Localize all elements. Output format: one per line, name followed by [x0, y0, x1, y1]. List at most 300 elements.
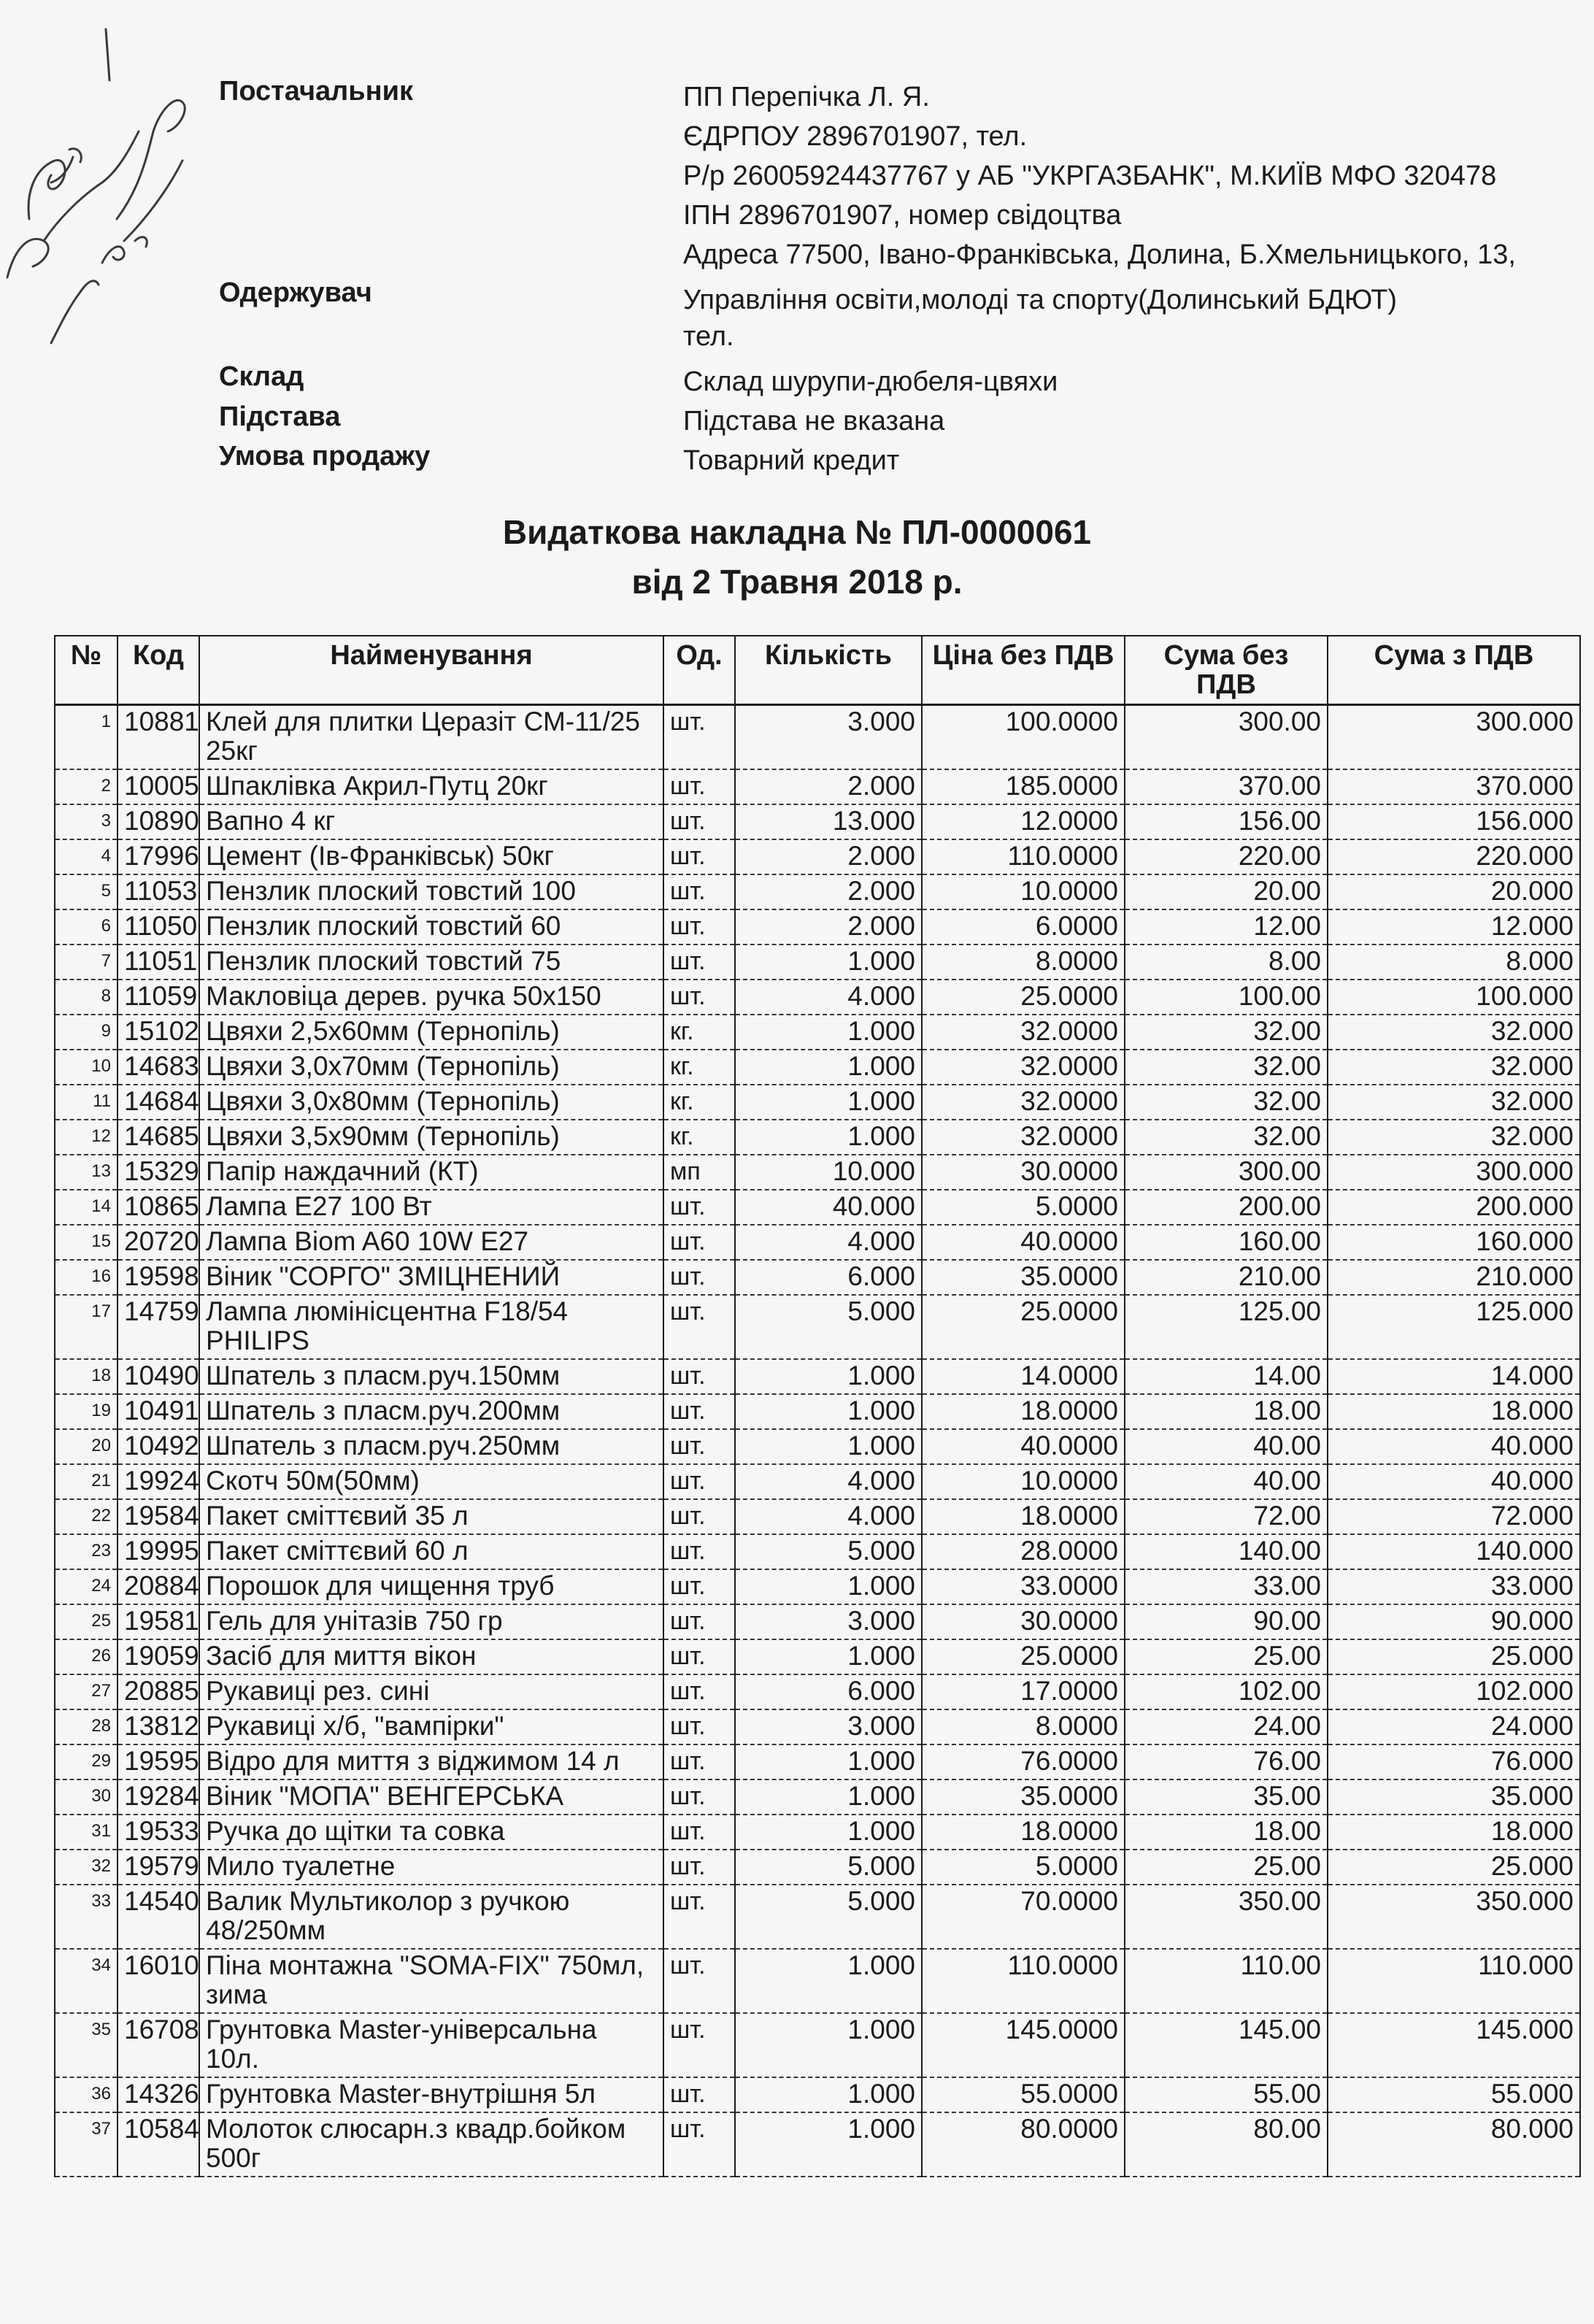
row-price: 76.0000 [922, 1744, 1125, 1779]
row-sum-vat: 32.000 [1328, 1050, 1580, 1085]
row-name: Порошок для чищення труб [199, 1569, 663, 1604]
row-sum-vat: 24.000 [1328, 1709, 1580, 1744]
row-price: 8.0000 [922, 944, 1125, 980]
row-number: 10 [55, 1050, 118, 1085]
row-name: Лампа Е27 100 Вт [199, 1190, 663, 1225]
row-number: 24 [55, 1569, 118, 1604]
row-quantity: 1.000 [735, 2112, 922, 2177]
row-price: 40.0000 [922, 1429, 1125, 1464]
row-unit: шт. [663, 909, 735, 944]
row-name: Віник "МОПА" ВЕНГЕРСЬКА [199, 1779, 663, 1815]
row-sum-vat: 14.000 [1328, 1359, 1580, 1394]
row-unit: шт. [663, 1604, 735, 1639]
table-row [55, 2112, 1580, 2177]
row-unit: кг. [663, 1015, 735, 1050]
table-row [55, 1295, 1580, 1359]
row-name: Шпатель з пласм.руч.200мм [199, 1394, 663, 1429]
table-row [55, 1120, 1580, 1155]
row-sum-vat: 370.000 [1328, 769, 1580, 804]
table-row [55, 1604, 1580, 1639]
row-quantity: 1.000 [735, 1015, 922, 1050]
table-row [55, 1885, 1580, 1949]
row-unit: шт. [663, 1260, 735, 1295]
col-header-code: Код [118, 636, 199, 705]
row-name: Клей для плитки Церазіт СМ-11/25 25кг [199, 705, 663, 770]
row-sum-no-vat: 18.00 [1125, 1394, 1328, 1429]
row-price: 80.0000 [922, 2112, 1125, 2177]
row-code: 13812 [118, 1709, 199, 1744]
row-number: 32 [55, 1850, 118, 1885]
supplier-name: ПП Перепічка Л. Я. [683, 82, 930, 112]
row-quantity: 5.000 [735, 1295, 922, 1359]
row-code: 14683 [118, 1050, 199, 1085]
recipient-phone: тел. [683, 321, 734, 352]
row-unit: шт. [663, 2013, 735, 2077]
supplier-edrpou: ЄДРПОУ 2896701907, тел. [683, 121, 1028, 152]
row-quantity: 1.000 [735, 2013, 922, 2077]
table-row [55, 1394, 1580, 1429]
table-row [55, 944, 1580, 980]
row-sum-no-vat: 20.00 [1125, 874, 1328, 909]
row-unit: шт. [663, 1464, 735, 1499]
row-sum-no-vat: 12.00 [1125, 909, 1328, 944]
table-row [55, 1499, 1580, 1534]
row-unit: шт. [663, 2112, 735, 2177]
row-code: 10490 [118, 1359, 199, 1394]
table-row [55, 1779, 1580, 1815]
row-unit: шт. [663, 1499, 735, 1534]
row-price: 32.0000 [922, 1120, 1125, 1155]
table-body [55, 705, 1580, 2177]
table-row [55, 804, 1580, 839]
row-sum-no-vat: 140.00 [1125, 1534, 1328, 1569]
row-quantity: 1.000 [735, 1120, 922, 1155]
col-header-unit: Од. [663, 636, 735, 705]
row-number: 21 [55, 1464, 118, 1499]
row-quantity: 1.000 [735, 1815, 922, 1850]
row-code: 19595 [118, 1744, 199, 1779]
row-unit: шт. [663, 1534, 735, 1569]
row-unit: шт. [663, 1744, 735, 1779]
row-code: 19598 [118, 1260, 199, 1295]
row-unit: шт. [663, 1394, 735, 1429]
document-date: від 2 Травня 2018 р. [631, 563, 963, 601]
row-sum-vat: 25.000 [1328, 1850, 1580, 1885]
row-sum-vat: 72.000 [1328, 1499, 1580, 1534]
row-number: 35 [55, 2013, 118, 2077]
row-unit: шт. [663, 804, 735, 839]
table-row [55, 1225, 1580, 1260]
row-quantity: 1.000 [735, 1050, 922, 1085]
row-price: 5.0000 [922, 1190, 1125, 1225]
row-sum-no-vat: 25.00 [1125, 1850, 1328, 1885]
row-name: Лампа люмінісцентна F18/54 PHILIPS [199, 1295, 663, 1359]
row-sum-vat: 200.000 [1328, 1190, 1580, 1225]
row-sum-no-vat: 18.00 [1125, 1815, 1328, 1850]
document-title: Видаткова накладна № ПЛ-0000061 [502, 513, 1092, 551]
row-price: 32.0000 [922, 1050, 1125, 1085]
row-name: Скотч 50м(50мм) [199, 1464, 663, 1499]
row-sum-vat: 32.000 [1328, 1120, 1580, 1155]
row-sum-no-vat: 32.00 [1125, 1085, 1328, 1120]
table-row [55, 1569, 1580, 1604]
table-row [55, 1050, 1580, 1085]
row-sum-vat: 32.000 [1328, 1085, 1580, 1120]
row-sum-vat: 40.000 [1328, 1464, 1580, 1499]
supplier-account: Р/р 26005924437767 у АБ "УКРГАЗБАНК", М.КИЇВ МФО 320478 [683, 161, 1497, 191]
row-unit: шт. [663, 1709, 735, 1744]
row-sum-vat: 8.000 [1328, 944, 1580, 980]
row-unit: шт. [663, 1225, 735, 1260]
warehouse-label: Склад [219, 361, 304, 392]
row-number: 19 [55, 1394, 118, 1429]
row-unit: шт. [663, 1429, 735, 1464]
row-sum-vat: 18.000 [1328, 1394, 1580, 1429]
row-quantity: 6.000 [735, 1260, 922, 1295]
row-name: Засіб для миття вікон [199, 1639, 663, 1674]
row-sum-no-vat: 14.00 [1125, 1359, 1328, 1394]
row-name: Віник "СОРГО" ЗМІЦНЕНИЙ [199, 1260, 663, 1295]
row-name: Цвяхи 3,5х90мм (Тернопіль) [199, 1120, 663, 1155]
row-sum-no-vat: 72.00 [1125, 1499, 1328, 1534]
row-unit: шт. [663, 1779, 735, 1815]
row-sum-no-vat: 300.00 [1125, 705, 1328, 770]
row-quantity: 6.000 [735, 1674, 922, 1709]
table-row [55, 1815, 1580, 1850]
row-unit: шт. [663, 2077, 735, 2112]
row-sum-no-vat: 156.00 [1125, 804, 1328, 839]
row-name: Піна монтажна "SOMA-FIX" 750мл, зима [199, 1949, 663, 2013]
row-sum-vat: 40.000 [1328, 1429, 1580, 1464]
row-sum-no-vat: 32.00 [1125, 1120, 1328, 1155]
row-unit: шт. [663, 1949, 735, 2013]
table-row [55, 1015, 1580, 1050]
row-number: 26 [55, 1639, 118, 1674]
row-sum-no-vat: 370.00 [1125, 769, 1328, 804]
row-unit: кг. [663, 1120, 735, 1155]
row-code: 19533 [118, 1815, 199, 1850]
row-number: 14 [55, 1190, 118, 1225]
row-name: Ручка до щітки та совка [199, 1815, 663, 1850]
row-name: Шпаклівка Акрил-Путц 20кг [199, 769, 663, 804]
row-number: 28 [55, 1709, 118, 1744]
row-price: 55.0000 [922, 2077, 1125, 2112]
row-number: 5 [55, 874, 118, 909]
row-unit: шт. [663, 1815, 735, 1850]
row-name: Рукавиці х/б, "вампірки" [199, 1709, 663, 1744]
row-number: 6 [55, 909, 118, 944]
row-number: 15 [55, 1225, 118, 1260]
row-sum-no-vat: 55.00 [1125, 2077, 1328, 2112]
row-price: 12.0000 [922, 804, 1125, 839]
row-quantity: 4.000 [735, 980, 922, 1015]
row-quantity: 4.000 [735, 1499, 922, 1534]
row-unit: шт. [663, 1569, 735, 1604]
row-code: 10492 [118, 1429, 199, 1464]
table-row [55, 1155, 1580, 1190]
row-sum-vat: 20.000 [1328, 874, 1580, 909]
row-number: 29 [55, 1744, 118, 1779]
row-sum-vat: 300.000 [1328, 705, 1580, 770]
row-price: 14.0000 [922, 1359, 1125, 1394]
row-sum-no-vat: 102.00 [1125, 1674, 1328, 1709]
table-row [55, 1850, 1580, 1885]
row-code: 20885 [118, 1674, 199, 1709]
row-sum-vat: 140.000 [1328, 1534, 1580, 1569]
warehouse-value: Склад шурупи-дюбеля-цвяхи [683, 366, 1058, 397]
row-code: 17996 [118, 839, 199, 874]
row-quantity: 13.000 [735, 804, 922, 839]
row-code: 19579 [118, 1850, 199, 1885]
row-sum-no-vat: 25.00 [1125, 1639, 1328, 1674]
row-number: 31 [55, 1815, 118, 1850]
row-sum-no-vat: 160.00 [1125, 1225, 1328, 1260]
row-code: 11053 [118, 874, 199, 909]
row-sum-no-vat: 145.00 [1125, 2013, 1328, 2077]
terms-label: Умова продажу [219, 441, 431, 472]
row-number: 27 [55, 1674, 118, 1709]
row-number: 1 [55, 705, 118, 770]
row-name: Пензлик плоский товстий 60 [199, 909, 663, 944]
row-unit: шт. [663, 1295, 735, 1359]
row-unit: кг. [663, 1050, 735, 1085]
table-row [55, 1534, 1580, 1569]
row-unit: шт. [663, 1850, 735, 1885]
row-unit: кг. [663, 1085, 735, 1120]
table-row [55, 1260, 1580, 1295]
table-row [55, 1085, 1580, 1120]
row-code: 11051 [118, 944, 199, 980]
row-name: Папір наждачний (КТ) [199, 1155, 663, 1190]
row-number: 20 [55, 1429, 118, 1464]
row-sum-no-vat: 300.00 [1125, 1155, 1328, 1190]
row-number: 22 [55, 1499, 118, 1534]
row-code: 10881 [118, 705, 199, 770]
row-sum-no-vat: 76.00 [1125, 1744, 1328, 1779]
row-price: 25.0000 [922, 980, 1125, 1015]
row-sum-no-vat: 80.00 [1125, 2112, 1328, 2177]
row-code: 20720 [118, 1225, 199, 1260]
table-row [55, 705, 1580, 770]
supplier-label: Постачальник [219, 76, 413, 107]
row-sum-vat: 76.000 [1328, 1744, 1580, 1779]
table-row [55, 2077, 1580, 2112]
table-row [55, 1429, 1580, 1464]
table-row [55, 980, 1580, 1015]
row-quantity: 1.000 [735, 1779, 922, 1815]
row-name: Шпатель з пласм.руч.250мм [199, 1429, 663, 1464]
row-sum-no-vat: 100.00 [1125, 980, 1328, 1015]
col-header-name: Найменування [199, 636, 663, 705]
row-quantity: 1.000 [735, 1949, 922, 2013]
row-number: 37 [55, 2112, 118, 2177]
row-sum-no-vat: 110.00 [1125, 1949, 1328, 2013]
row-name: Цвяхи 3,0х80мм (Тернопіль) [199, 1085, 663, 1120]
table-header-row [55, 636, 1580, 705]
row-price: 100.0000 [922, 705, 1125, 770]
row-name: Грунтовка Master-універсальна 10л. [199, 2013, 663, 2077]
row-sum-no-vat: 220.00 [1125, 839, 1328, 874]
row-sum-no-vat: 35.00 [1125, 1779, 1328, 1815]
row-name: Рукавиці рез. сині [199, 1674, 663, 1709]
row-number: 4 [55, 839, 118, 874]
row-sum-vat: 156.000 [1328, 804, 1580, 839]
row-sum-vat: 160.000 [1328, 1225, 1580, 1260]
row-unit: шт. [663, 1190, 735, 1225]
row-code: 10890 [118, 804, 199, 839]
row-price: 28.0000 [922, 1534, 1125, 1569]
row-price: 30.0000 [922, 1155, 1125, 1190]
row-number: 25 [55, 1604, 118, 1639]
row-code: 10491 [118, 1394, 199, 1429]
row-unit: шт. [663, 980, 735, 1015]
row-number: 18 [55, 1359, 118, 1394]
row-sum-no-vat: 40.00 [1125, 1464, 1328, 1499]
row-unit: шт. [663, 944, 735, 980]
row-sum-vat: 220.000 [1328, 839, 1580, 874]
row-sum-vat: 35.000 [1328, 1779, 1580, 1815]
row-name: Грунтовка Master-внутрішня 5л [199, 2077, 663, 2112]
row-name: Пензлик плоский товстий 100 [199, 874, 663, 909]
row-number: 3 [55, 804, 118, 839]
row-code: 19924 [118, 1464, 199, 1499]
row-name: Гель для унітазів 750 гр [199, 1604, 663, 1639]
row-sum-vat: 55.000 [1328, 2077, 1580, 2112]
row-name: Шпатель з пласм.руч.150мм [199, 1359, 663, 1394]
row-sum-vat: 125.000 [1328, 1295, 1580, 1359]
row-name: Цемент (Ів-Франківськ) 50кг [199, 839, 663, 874]
row-code: 10584 [118, 2112, 199, 2177]
row-number: 33 [55, 1885, 118, 1949]
table-row [55, 1464, 1580, 1499]
row-quantity: 40.000 [735, 1190, 922, 1225]
row-code: 10865 [118, 1190, 199, 1225]
row-code: 19995 [118, 1534, 199, 1569]
row-sum-vat: 80.000 [1328, 2112, 1580, 2177]
row-quantity: 1.000 [735, 1744, 922, 1779]
supplier-ipn: ІПН 2896701907, номер свідоцтва [683, 200, 1122, 231]
row-code: 15329 [118, 1155, 199, 1190]
row-price: 35.0000 [922, 1260, 1125, 1295]
row-code: 10005 [118, 769, 199, 804]
row-unit: шт. [663, 1674, 735, 1709]
row-unit: шт. [663, 874, 735, 909]
row-sum-no-vat: 40.00 [1125, 1429, 1328, 1464]
row-price: 145.0000 [922, 2013, 1125, 2077]
row-price: 35.0000 [922, 1779, 1125, 1815]
col-header-number: № [55, 636, 118, 705]
row-number: 23 [55, 1534, 118, 1569]
row-price: 110.0000 [922, 1949, 1125, 2013]
row-quantity: 3.000 [735, 705, 922, 770]
row-code: 14685 [118, 1120, 199, 1155]
row-name: Мило туалетне [199, 1850, 663, 1885]
row-code: 14759 [118, 1295, 199, 1359]
row-code: 14326 [118, 2077, 199, 2112]
row-sum-no-vat: 8.00 [1125, 944, 1328, 980]
row-sum-no-vat: 33.00 [1125, 1569, 1328, 1604]
row-name: Цвяхи 2,5х60мм (Тернопіль) [199, 1015, 663, 1050]
row-unit: шт. [663, 769, 735, 804]
row-quantity: 5.000 [735, 1885, 922, 1949]
row-price: 17.0000 [922, 1674, 1125, 1709]
row-unit: шт. [663, 705, 735, 770]
row-name: Лампа Biom A60 10W E27 [199, 1225, 663, 1260]
row-sum-no-vat: 200.00 [1125, 1190, 1328, 1225]
table-row [55, 1359, 1580, 1394]
row-price: 10.0000 [922, 1464, 1125, 1499]
row-price: 32.0000 [922, 1085, 1125, 1120]
row-price: 25.0000 [922, 1295, 1125, 1359]
row-unit: мп [663, 1155, 735, 1190]
terms-value: Товарний кредит [683, 445, 900, 476]
row-code: 15102 [118, 1015, 199, 1050]
table-row [55, 839, 1580, 874]
col-header-price: Ціна без ПДВ [922, 636, 1125, 705]
row-quantity: 1.000 [735, 1359, 922, 1394]
row-number: 2 [55, 769, 118, 804]
row-name: Молоток слюсарн.з квадр.бойком 500г [199, 2112, 663, 2177]
row-sum-vat: 145.000 [1328, 2013, 1580, 2077]
supplier-address: Адреса 77500, Івано-Франківська, Долина, Б.Хмельницького, 13, [683, 239, 1516, 270]
row-sum-no-vat: 32.00 [1125, 1050, 1328, 1085]
row-sum-vat: 18.000 [1328, 1815, 1580, 1850]
row-quantity: 2.000 [735, 874, 922, 909]
row-unit: шт. [663, 1885, 735, 1949]
row-price: 110.0000 [922, 839, 1125, 874]
row-sum-vat: 100.000 [1328, 980, 1580, 1015]
row-code: 11059 [118, 980, 199, 1015]
row-name: Пакет сміттєвий 35 л [199, 1499, 663, 1534]
table-row [55, 1190, 1580, 1225]
row-sum-vat: 210.000 [1328, 1260, 1580, 1295]
recipient-label: Одержувач [219, 277, 372, 308]
row-sum-vat: 102.000 [1328, 1674, 1580, 1709]
row-name: Макловіца дерев. ручка 50х150 [199, 980, 663, 1015]
row-sum-vat: 25.000 [1328, 1639, 1580, 1674]
row-quantity: 5.000 [735, 1534, 922, 1569]
row-quantity: 3.000 [735, 1604, 922, 1639]
table-row [55, 1674, 1580, 1709]
row-quantity: 4.000 [735, 1464, 922, 1499]
row-price: 18.0000 [922, 1499, 1125, 1534]
table-row [55, 1949, 1580, 2013]
row-price: 18.0000 [922, 1815, 1125, 1850]
row-quantity: 2.000 [735, 839, 922, 874]
table-row [55, 909, 1580, 944]
row-code: 14540 [118, 1885, 199, 1949]
row-name: Пакет сміттєвий 60 л [199, 1534, 663, 1569]
row-price: 40.0000 [922, 1225, 1125, 1260]
row-quantity: 2.000 [735, 909, 922, 944]
row-number: 9 [55, 1015, 118, 1050]
basis-value: Підстава не вказана [683, 406, 945, 436]
row-sum-vat: 32.000 [1328, 1015, 1580, 1050]
table-row [55, 1709, 1580, 1744]
row-code: 16708 [118, 2013, 199, 2077]
row-quantity: 5.000 [735, 1850, 922, 1885]
row-quantity: 2.000 [735, 769, 922, 804]
basis-label: Підстава [219, 401, 341, 432]
row-price: 30.0000 [922, 1604, 1125, 1639]
row-price: 25.0000 [922, 1639, 1125, 1674]
row-number: 30 [55, 1779, 118, 1815]
row-sum-no-vat: 90.00 [1125, 1604, 1328, 1639]
handwritten-signature [0, 0, 219, 380]
row-code: 19284 [118, 1779, 199, 1815]
row-price: 6.0000 [922, 909, 1125, 944]
row-price: 70.0000 [922, 1885, 1125, 1949]
